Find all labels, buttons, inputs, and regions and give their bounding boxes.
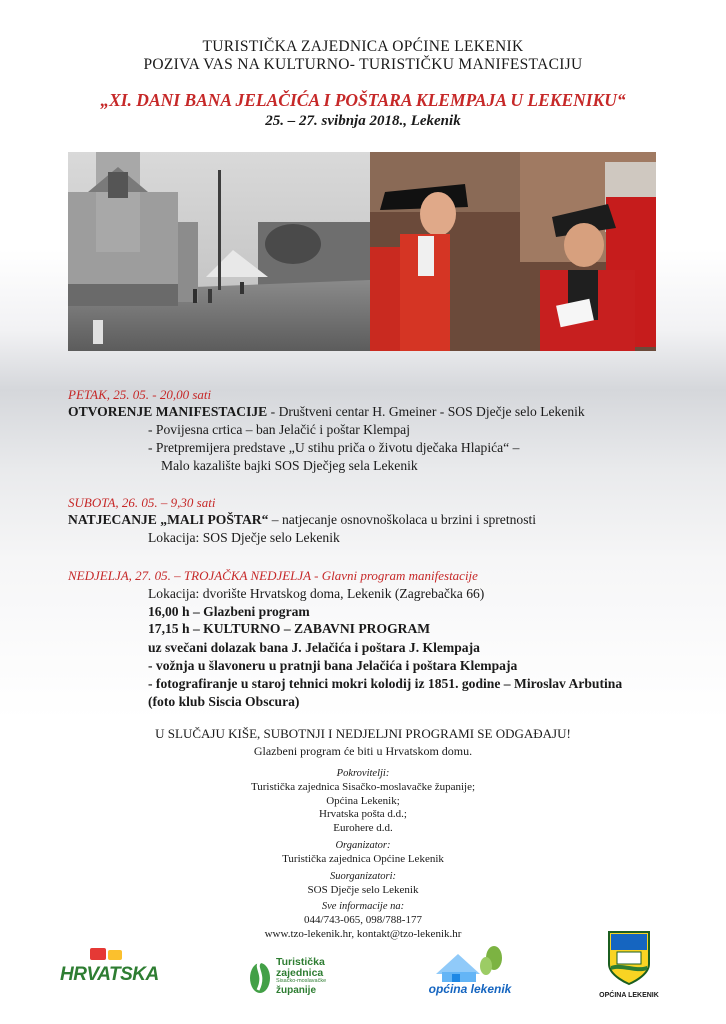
patron-item: Turistička zajednica Sisačko-moslavačke županije;	[250, 781, 476, 793]
event-title: „XI. DANI BANA JELAČIĆA I POŠTARA KLEMPAJA U LEKENIKU“	[100, 90, 626, 110]
co-organizer-name: SOS Dječje selo Lekenik	[307, 884, 419, 896]
invitation-heading: POZIVA VAS NA KULTURNO- TURISTIČKU MANIFESTACIJU	[143, 56, 583, 73]
co-organizers-label: Suorganizatori:	[329, 871, 397, 882]
event-dates: 25. – 27. svibnja 2018., Lekenik	[265, 113, 461, 129]
friday-item-premiere: - Pretpremijera predstave „U stihu priča o životu dječaka Hlapića“ –	[148, 440, 520, 455]
sunday-music-program: 16,00 h – Glazbeni program	[148, 604, 310, 619]
friday-item-theatre: Malo kazalište bajki SOS Dječjeg sela Lekenik	[161, 458, 418, 473]
contact-web-email: www.tzo-lekenik.hr, kontakt@tzo-lekenik.hr	[264, 928, 462, 940]
hrvatska-logo-mark	[90, 948, 106, 960]
coat-of-arms-icon	[607, 930, 651, 986]
sunday-photo-club: (foto klub Siscia Obscura)	[148, 694, 300, 709]
hrvatska-logo	[60, 948, 180, 994]
tz-logo-line4: županije	[276, 985, 317, 996]
info-label: Sve informacije na:	[321, 901, 405, 912]
patron-item: Hrvatska pošta d.d.;	[319, 808, 407, 820]
sunday-cultural-program: 17,15 h – KULTURNO – ZABAVNI PROGRAM	[148, 621, 431, 636]
tz-logo-line2: zajednica	[276, 967, 324, 979]
sunday-arrival: uz svečani dolazak bana J. Jelačića i poštara J. Klempaja	[148, 640, 480, 655]
stork-icon	[246, 956, 274, 996]
house-leaf-icon	[430, 944, 512, 982]
friday-item-history: - Povijesna crtica – ban Jelačić i poštar Klempaj	[148, 422, 410, 437]
saturday-location: Lokacija: SOS Dječje selo Lekenik	[148, 530, 340, 545]
lekenik-tourism-logo	[420, 944, 520, 998]
hrvatska-logo-mark	[108, 950, 122, 960]
friday-main-event: OTVORENJE MANIFESTACIJE	[68, 404, 268, 419]
tz-county-logo	[246, 956, 356, 996]
tz-logo-line1: Turistička	[276, 956, 325, 968]
contact-phones: 044/743-065, 098/788-177	[304, 914, 422, 926]
lekenik-wordmark: općina lekenik	[428, 982, 512, 996]
saturday-main-description: – natjecanje osnovnoškolaca u brzini i spretnosti	[268, 512, 537, 527]
sunday-photography: - fotografiranje u staroj tehnici mokri kolodij iz 1851. godine – Miroslav Arbutina	[148, 676, 623, 691]
saturday-main-event: NATJECANJE „MALI POŠTAR“	[68, 512, 269, 527]
tz-logo-line3: Sisačko-moslavačke	[276, 978, 327, 984]
historic-village-photo	[68, 152, 370, 351]
patron-item: Općina Lekenik;	[326, 795, 400, 807]
friday-main-line	[68, 404, 585, 420]
organizer-label: Organizator:	[335, 840, 391, 851]
organizer-name: Turistička zajednica Općine Lekenik	[282, 853, 444, 865]
municipality-crest	[596, 930, 662, 1006]
hrvatska-wordmark: HRVATSKA	[60, 964, 159, 985]
saturday-main-line	[68, 512, 536, 528]
patrons-label: Pokrovitelji:	[336, 768, 390, 779]
sunday-heading: NEDJELJA, 27. 05. – TROJAČKA NEDJELJA - Glavni program manifestacije	[68, 568, 478, 583]
costumed-characters-photo	[370, 152, 656, 351]
patron-item: Eurohere d.d.	[333, 822, 393, 834]
friday-main-location: - Društveni centar H. Gmeiner - SOS Dječje selo Lekenik	[267, 404, 585, 419]
rain-notice: U SLUČAJU KIŠE, SUBOTNJI I NEDJELJNI PROGRAMI SE ODGAĐAJU!	[155, 726, 571, 741]
sunday-location: Lokacija: dvorište Hrvatskog doma, Lekenik (Zagrebačka 66)	[148, 586, 485, 601]
sunday-carriage-ride: - vožnja u šlavoneru u pratnji bana Jelačića i poštara Klempaja	[148, 658, 518, 673]
crest-label: OPĆINA LEKENIK	[599, 992, 659, 999]
music-venue-notice: Glazbeni program će biti u Hrvatskom domu.	[253, 744, 473, 758]
friday-heading: PETAK, 25. 05. - 20,00 sati	[68, 387, 212, 402]
organizer-heading: TURISTIČKA ZAJEDNICA OPĆINE LEKENIK	[202, 38, 524, 55]
saturday-heading: SUBOTA, 26. 05. – 9,30 sati	[68, 495, 216, 510]
